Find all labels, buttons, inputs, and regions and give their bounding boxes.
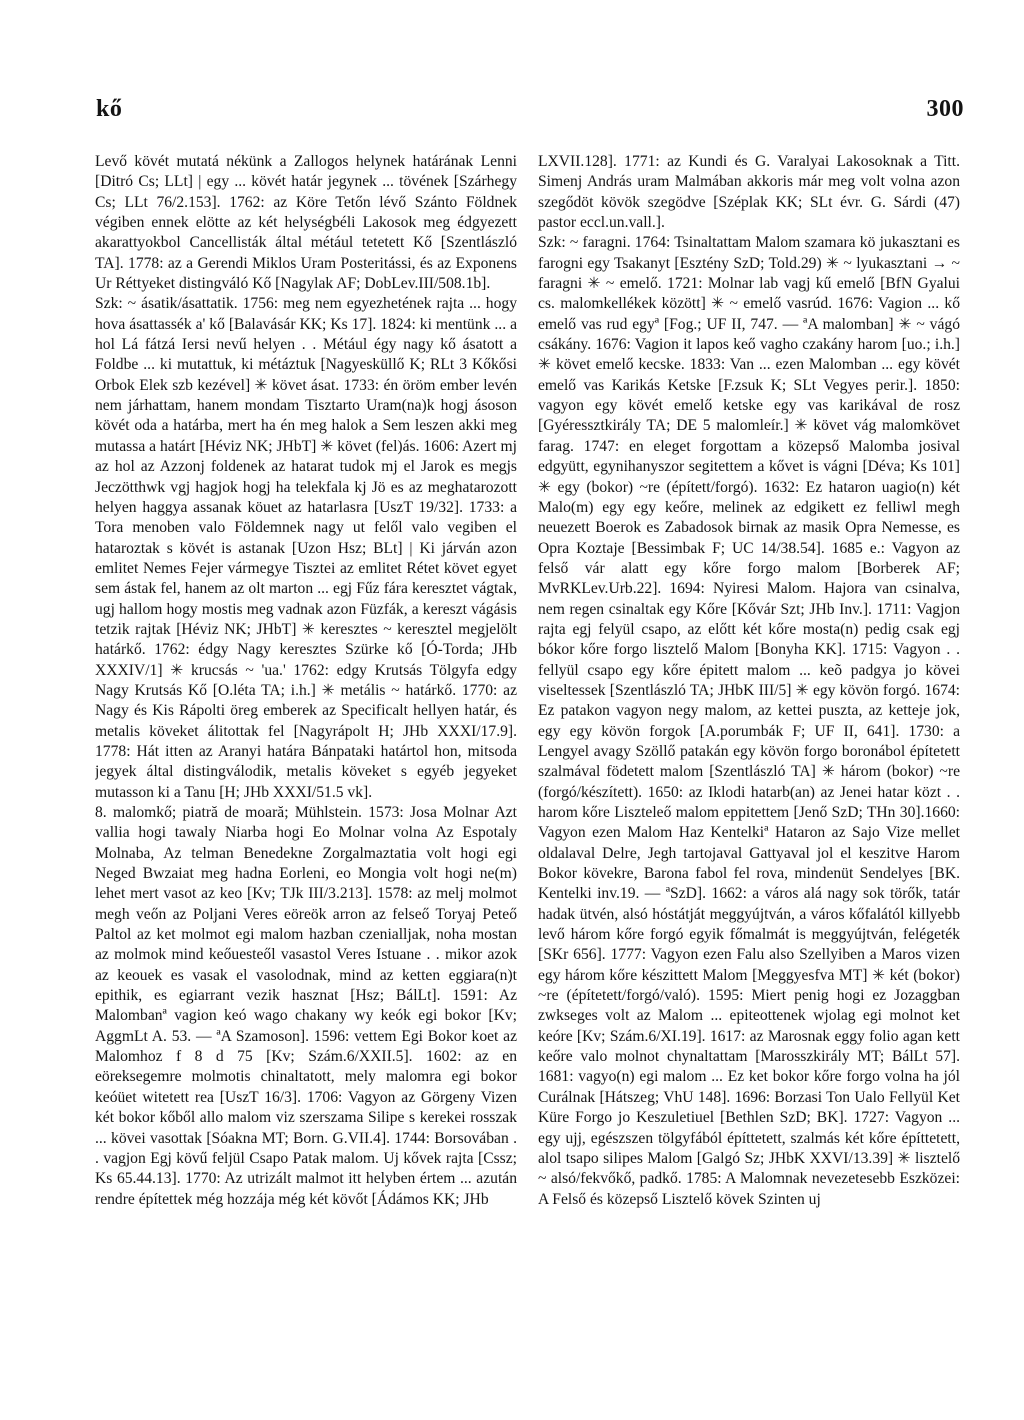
left-column <box>95 152 517 1392</box>
entry-paragraph: Szk: ~ ásatik/ásattatik. 1756: meg nem egyezhetének rajta ... hogy hova ásattassék a' kő [Balavásár KK; Ks 17]. 1824: ki mentünk ... a hol Lá fátzá Iersi nevű helyen . . Métául égy nagy kő ásatott a Foldbe ... ki mutattuk, ki métáztuk [Nagyesküllő K; RLt 3 Kőkősi Orbok Elek szb kezével] ✳ követ ásat. 1733: én öröm ember levén nem járhattam, hanem mondam Tisztarto Uram(na)k hogj ásoson kövét oda a határba, mert ha én meg halok a Sem leszen akki meg mutassa a határt [Héviz NK; JHbT] ✳ követ (fel)ás. 1606: Azert mj az hol az Azzonj foldenek az hatarat tudok mj el Jarok es megjs Jeczötthwk vgj hagjok hogj ha telekfala kj Jö es az meghatarozott helyen haggya assanak köuet az hatarlasra [UszT 19/32]. 1733: a Tora menoben valo Földemnek nagy ut felől valo vegiben el hataroztak s kövét is astanak [Uzon Hsz; BLt] | Ki járván azon emlitet Nemes Fejer vármegye Tisztei az emlitet Rétet követ egyet sem ástak fel, hanem az olt marton ... egj Fűz fára keresztet vágtak, ugj hallom hogy mostis meg vadnak azon Füzfák, a kereszt vágásis tetzik rajtak [Héviz NK; JHbT] ✳ keresztes ~ keresztel megjelölt határkő. 1762: édgy Nagy keresztes Szürke kő [Ó-Torda; JHb XXXIV/1] ✳ krucsás ~ 'ua.' 1762: edgy Krutsás Tölgyfa edgy Nagy Krutsás Kő [O.léta TA; i.h.] ✳ metális ~ határkő. 1770: az Nagy és Kis Rápolti öreg emberek az Specificalt hellyen határ, és metalis köveket álitottak fel [Nagyrápolt H; JHb XXXI/17.9]. 1778: Hát itten az Aranyi határa Bánpataki határtol hon, mitsoda jegyek által distingválodik, metalis köveket s egyéb jegyeket mutasson ki a Tanu [H; JHb XXXI/51.5 vk]. <box>95 295 517 801</box>
right-column <box>538 152 960 1392</box>
entry-paragraph: Szk: ~ faragni. 1764: Tsinaltattam Malom szamara kö jukasztani es farogni egy Tsakanyt [Esztény SzD; Told.29) ✳ ~ lyukasztani → ~ faragni ✳ ~ emelő. 1721: Molnar lab vagj kű emelő [BfN Gyalui cs. malomkellékek között] ✳ ~ emelő vasrúd. 1676: Vagion ... kő emelő vas rud egyª [Fog.; UF II, 747. — ªA malomban] ✳ ~ vágó csákány. 1676: Vagion it lapos keő vagho czakány harom [uo.; i.h.] ✳ követ emelő kecske. 1833: Van ... ezen Malomban ... egy kövét emelő vas Karikás Ketske [F.zsuk K; SLt Vegyes perir.]. 1850: vagyon egy kövét emelő ketske egy vas karikával de rosz [Gyéressztkirály TA; DE 5 malomleír.] ✳ követ vág malomkövet farag. 1747: en eleget forgottam a közepső Malomba josival edgyütt, egynihanyszor segitettem a kővet is vágni [Déva; Ks 101] ✳ egy (bokor) ~re (épített/forgó). 1632: Ez hataron uagio(n) két Malo(m) egy egy keőre, melinek az edgikett ez felliwl megh neuezett Boerok es Zabadosok birnak az masik Opra Nemesse, es Opra Koztaje [Bessimbak F; UC 14/38.54]. 1685 e.: Vagyon az felső vár alatt egy kőre forgo malom [Borberek AF; MvRKLev.Urb.22]. 1694: Nyiresi Malom. Hajora van csinalva, nem regen csinaltak egy Kőre [Kővár Szt; JHb Inv.]. 1711: Vagjon rajta egj felyül csapo, az előtt két kőre mosta(n) pedig csak egj bókor kőre forgo lisztelő Malom [Bonyha KK]. 1715: Vagyon . . fellyül csapo egy kőre épitett malom ... keõ padgya jo kövei viseltessek [Szentlászló TA; JHbK III/5] ✳ egy kövön forgó. 1674: Ez patakon vagyon negy malom, az kettei puszta, az ketteje jok, egy egy kövön forgok [A.porumbák F; UF II, 641]. 1730: a Lengyel avagy Szöllő patakán egy kövön forgo boronábol építetett szalmával födetett malom [Szentlászló TA] ✳ három (bokor) ~re (forgó/készített). 1650: az Iklodi hatarb(an) az Jenei hatar közt . . harom kőre Liszteleő malom eppitettem [Jenő SzD; THn 30].1660: Vagyon ezen Malom Haz Kentelkiª Hataron az Sajo Vize mellet oldalaval Delre, Jegh tartojaval Gattyaval jol el keszitve Harom Bokor kövekre, Barona fabol fel rova, mindenüt Sendelyes [BK. Kentelki inv.19. — ªSzD]. 1662: a város alá nagy sok törők, tatár hadak ütvén, alsó hóstátját meggyújtván, a város kőfalától killyebb levő három kőre forgó egyik főmalmát is meggyújtván, felégeték [SKr 656]. 1777: Vagyon ezen Falu also Szellyiben a Maros vizen egy három kőre készittett Malom [Meggyesfva MT] ✳ két (bokor) ~re (építetett/forgó/való). 1595: Miert penig hogi ez Jozaggban zwkseges volt az Malom ... epiteottenek wjolag egi molnot ket keóre [Kv; Szám.6/XI.19]. 1617: az Marosnak eggy folio agan kett keőre valo molnot chynaltattam [Marosszkirály MT; BálLt 57]. 1681: vagyo(n) egi malom ... Ez ket bokor kőre forgo volna ha jól Curálnak [Hátszeg; VhU 148]. 1696: Borzasi Ton Ualo Fellyül Ket Küre Forgo jo Keszuletiuel [Bethlen SzD; BK]. 1727: Vagyon ... egy ujj, egészszen tölgyfából építtetett, szalmás két kőre építtetett, alol tsapo silipes Malom [Galgó Sz; JHbK XXVI/13.39] ✳ lisztelő ~ alsó/fekvőkő, padkő. 1785: A Malomnak nevezetesebb Eszközei: A Felső és közepső Lisztelő kövek Szinten uj <box>538 234 960 1208</box>
running-head-headword: kő <box>96 96 123 122</box>
entry-paragraph: Levő kövét mutatá nékünk a Zallogos helynek határának Lenni [Ditró Cs; LLt] | egy ... kövét határ jegynek ... tövének [Szárhegy Cs; LLt 76/2.153]. 1762: az Köre Tetőn lévő Szánto Földnek végiben ennek elötte az két helységbéli Lakosok meg édgyezett akarattyokbol Cancellisták által métául tetetett Kő [Szentlászló TA]. 1778: az a Gerendi Miklos Uram Posteritássi, és az Exponens Ur Réttyeket distingváló Kő [Nagylak AF; DobLev.III/508.1b]. <box>95 153 517 293</box>
page-number: 300 <box>926 96 964 122</box>
entry-paragraph: 8. malomkő; piatră de moară; Mühlstein. 1573: Josa Molnar Azt vallia hogi tawaly Niarba hogi Eo Molnar volna Az Espotaly Molnaba, Az telman Benedekne Zorgalmaztatia volt hogi egi Neged Bwzaiat meg hadna Eorleni, eo Mongia volt hogi ne(m) lehet mert vasot az keo [Kv; TJk III/3.213]. 1578: az melj molmot megh veőn az Poljani Veres eöreök arron az felseő Toryaj Peteő Paltol az ket molmot egi malom hazban czenialljak, noha mostan az molmok mind keőuesteől vasastol Veres Istuane . . mikor azok az keouek es vasak el vasolodnak, mind az ketten eggiara(n)t epithik, es egiarrant vezik hasznat [Hsz; BálLt]. 1591: Az Malombanª vagion keó wago chakany wy keók egi bokor [Kv; AggmLt A. 53. — ªA Szamoson]. 1596: vettem Egi Bokor koet az Malomhoz f 8 d 75 [Kv; Szám.6/XXII.5]. 1602: az en eöreksegemre molmotis chinaltatott, mely malomra egi bokor keóüet witetett rea [UszT 16/3]. 1706: Vagyon az Görgeny Vizen két bokor kőből allo malom viz szerszama Silipe s kerekei rosszak ... kövei vasottak [Sóakna MT; Born. G.VII.4]. 1744: Borsovában . . vagjon Egj kövű feljül Csapo Patak malom. Uj kővek rajta [Cssz; Ks 65.44.13]. 1770: Az utrizált malmot itt helyben értem ... azután rendre építettek még hozzája még két kövőt [Ádámos KK; JHb <box>95 804 517 1208</box>
entry-paragraph: LXVII.128]. 1771: az Kundi és G. Varalyai Lakosoknak a Titt. Simenj András uram Malmában akkoris már meg volt volna azon szegődöt kövök szegödve [Széplak KK; SLt évr. G. Sárdi (47) pastor eccl.un.vall.]. <box>538 153 960 232</box>
